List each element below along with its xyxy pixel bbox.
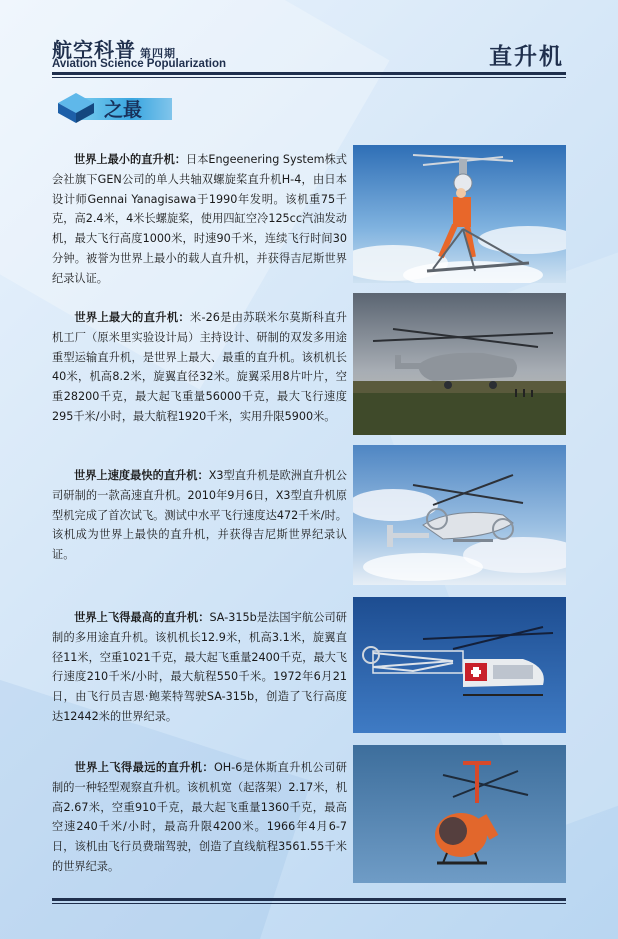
footer-divider-thin	[52, 903, 566, 904]
photo-fastest-helicopter	[353, 445, 566, 585]
photo-highest-helicopter	[353, 597, 566, 733]
header-divider-thin	[52, 77, 566, 78]
magazine-title-en: Aviation Science Popularization	[52, 58, 227, 70]
entry-body: X3型直升机是欧洲直升机公司研制的一款高速直升机。2010年9月6日，X3型直升机原型机完成了首次试飞。测试中水平飞行速度达472千米/时。该机成为世界上最快的直升机，并获得吉尼斯世界纪录认证。	[52, 469, 347, 562]
page-topic: 直升机	[489, 44, 564, 70]
entry-farthest	[52, 758, 347, 877]
entry-highest	[52, 608, 347, 727]
photo-smallest-helicopter	[353, 145, 566, 283]
entry-title: 世界上最小的直升机：	[74, 153, 186, 166]
photo-largest-helicopter	[353, 293, 566, 435]
magazine-title-cn: 航空科普	[52, 38, 136, 62]
issue-number: 第四期	[140, 47, 176, 60]
entry-title: 世界上飞得最高的直升机：	[74, 611, 210, 624]
entry-body: 日本Engeenering System株式会社旗下GEN公司的单人共轴双螺旋桨直升机H-4，由日本设计师Gennai Yanagisawa于1990年发明。该机重75千克，高2.4米，4米长螺旋桨，使用四缸空冷125cc汽油发动机，最大飞行高度1000米，时速90千米，连续飞行时间30分钟。被誉为世界上最小的载人直升机，并获得吉尼斯世界纪录认证。	[52, 153, 347, 285]
entry-smallest	[52, 150, 347, 289]
entry-fastest	[52, 466, 347, 565]
cube-icon	[54, 89, 98, 125]
section-banner	[54, 89, 172, 125]
entry-title: 世界上速度最快的直升机：	[74, 469, 209, 482]
entry-title: 世界上最大的直升机：	[74, 311, 190, 324]
entry-title: 世界上飞得最远的直升机：	[74, 761, 214, 774]
header-divider	[52, 72, 566, 75]
photo-farthest-helicopter	[353, 745, 566, 883]
entry-body: OH-6是休斯直升机公司研制的一种轻型观察直升机。该机机宽（起落架）2.17米，机高2.67米，空重910千克，最大起飞重量1360千克，最高空速240千米/小时，最高升限4200米。1966年4月6-7日，该机由飞行员费瑞驾驶，创造了直线航程3561.55千米的世界纪录。	[52, 761, 347, 873]
footer-divider	[52, 898, 566, 901]
entry-body: 米-26是由苏联米尔莫斯科直升机工厂（原米里实验设计局）主持设计、研制的双发多用途重型运输直升机，是世界上最大、最重的直升机。该机机长40米，机高8.2米，旋翼直径32米。旋翼采用8片叶片，空重28200千克，最大起飞重量56000千克，最大飞行速度295千米/小时，最大航程1920千米，实用升限5900米。	[52, 311, 347, 423]
section-title: 之最	[104, 99, 143, 121]
entry-largest	[52, 308, 347, 427]
entry-body: SA-315b是法国宇航公司研制的多用途直升机。该机机长12.9米，机高3.1米，旋翼直径11米，空重1021千克，最大起飞重量2400千克，最大飞行速度210千米/小时，最大航程550千米。1972年6月21日，由飞行员吉恩·鲍莱特驾驶SA-315b，创造了飞行高度达12442米的世界纪录。	[52, 611, 347, 723]
